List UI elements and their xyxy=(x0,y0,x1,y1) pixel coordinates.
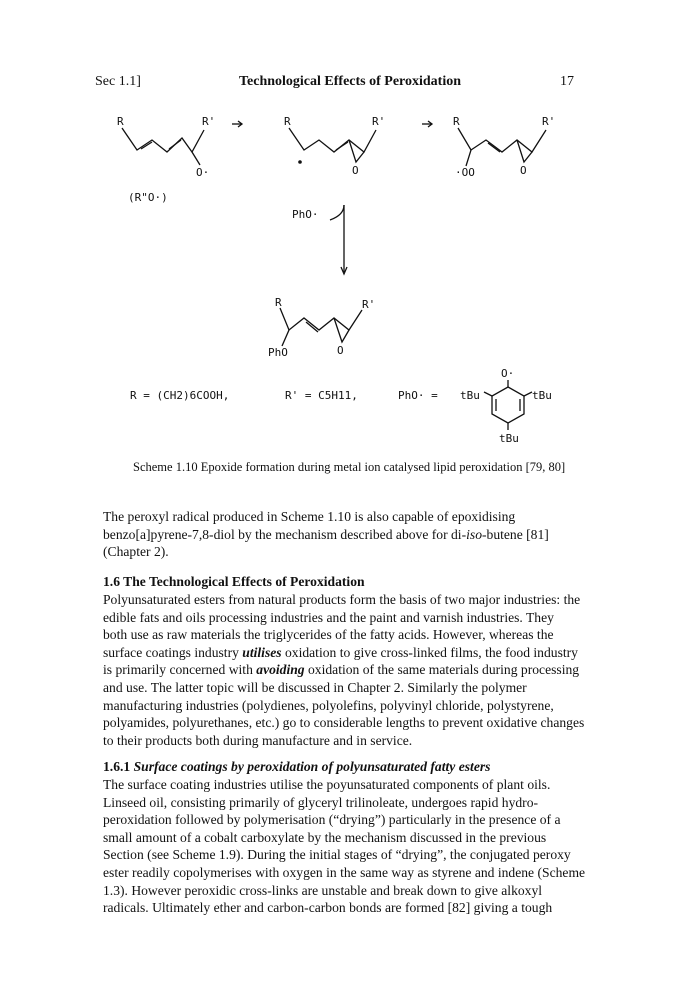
text-line: small amount of a cobalt carboxylate by the mechanism discussed in the previous xyxy=(103,829,547,845)
section-heading-1-6: 1.6 The Technological Effects of Peroxidation xyxy=(103,574,365,589)
text-line: Polyunsaturated esters from natural products form the basis of two major industries: the xyxy=(103,592,581,607)
rprime-label-1: R' xyxy=(202,115,216,128)
text-line: Section (see Scheme 1.9). During the initial stages of “drying”, the conjugated peroxy xyxy=(103,847,571,863)
text-line: 1.3). However peroxidic cross-links are unstable and break down to give alkoxyl xyxy=(103,882,543,898)
pho-radical-reagent: PhO· xyxy=(292,208,319,221)
r-label-3: R xyxy=(453,115,460,128)
reaction-arrow-2 xyxy=(422,121,432,127)
reaction-arrow-vertical xyxy=(330,205,347,274)
rprime-label-4: R' xyxy=(362,298,376,311)
rprime-label-3: R' xyxy=(542,115,556,128)
r-label-1: R xyxy=(117,115,124,128)
structure-epoxide-radical xyxy=(289,128,376,162)
phenoxyl-ring xyxy=(484,380,532,430)
text-line: is primarily concerned with avoiding oxidation of the same materials during processing xyxy=(103,662,580,678)
r-label-2: R xyxy=(284,115,291,128)
definition-r: R = (CH2)6COOH, xyxy=(130,389,230,402)
tbu-left: tBu xyxy=(460,389,480,402)
text-line: manufacturing industries (polydienes, polyolefins, polyvinyl chloride, polystyrene, xyxy=(103,697,554,713)
epoxide-o-label-3: O xyxy=(520,164,527,177)
paragraph-peroxyl-radical xyxy=(103,508,601,561)
structure-pho-epoxide xyxy=(280,308,362,346)
text-line: benzo[a]pyrene-7,8-diol by the mechanism described above for di-iso-butene [81] xyxy=(103,526,549,542)
rprime-label-2: R' xyxy=(372,115,386,128)
section-heading-1-6-1: 1.6.1 Surface coatings by peroxidation of polyunsaturated fatty esters xyxy=(103,759,491,774)
text-line: radicals. Ultimately ether and carbon-carbon bonds are formed [82] giving a tough xyxy=(103,900,553,916)
text-line: The surface coating industries utilise the poyunsaturated components of plant oils. xyxy=(103,777,551,792)
emphasis-utilises: utilises xyxy=(242,644,282,660)
paragraph-surface-coatings xyxy=(103,776,601,917)
epoxide-o-label-2: O xyxy=(352,164,359,177)
page-number: 17 xyxy=(560,74,574,89)
alkoxyl-o-label: O· xyxy=(196,166,210,179)
text-line: and use. The latter topic will be discussed in Chapter 2. Similarly the polymer xyxy=(103,679,527,695)
paragraph-technological-effects xyxy=(103,591,601,749)
tbu-bottom: tBu xyxy=(499,432,519,445)
definition-pho: PhO· = xyxy=(398,389,438,402)
pho-label: PhO xyxy=(268,346,288,359)
text-line: to their products both during manufacture and in service. xyxy=(103,732,413,748)
alkoxyl-note: (R"O·) xyxy=(128,191,168,204)
text-line: both use as raw materials the triglycerides of the fatty acids. However, whereas the xyxy=(103,627,554,643)
structure-peroxyl-epoxide xyxy=(458,128,546,166)
emphasis-avoiding: avoiding xyxy=(256,662,305,678)
text-line: The peroxyl radical produced in Scheme 1.10 is also capable of epoxidising xyxy=(103,509,516,524)
reaction-scheme-1-10 xyxy=(0,100,700,458)
running-header-section: Sec 1.1] xyxy=(95,74,141,89)
text-line: polyamides, polyurethanes, etc.) go to considerable lengths to prevent oxidative changes xyxy=(103,715,585,731)
peroxyl-label: ·OO xyxy=(455,166,475,179)
text-line: edible fats and oils processing industries and the paint and varnish industries. They xyxy=(103,609,554,625)
scheme-caption: Scheme 1.10 Epoxide formation during metal ion catalysed lipid peroxidation [79, 80] xyxy=(133,460,566,474)
text-line: peroxidation followed by polymerisation (“drying”) particularly in the presence of a xyxy=(103,812,561,828)
epoxide-o-label-4: O xyxy=(337,344,344,357)
running-header-title: Technological Effects of Peroxidation xyxy=(238,74,462,89)
structure-alkoxyl-radical xyxy=(122,128,204,165)
definition-rprime: R' = C5H11, xyxy=(285,389,358,402)
reaction-arrow-1 xyxy=(232,121,242,127)
radical-dot xyxy=(298,160,302,164)
r-label-4: R xyxy=(275,296,282,309)
tbu-right: tBu xyxy=(532,389,552,402)
text-line: Linseed oil, consisting primarily of glyceryl trilinoleate, undergoes rapid hydro- xyxy=(103,794,539,810)
text-line: ester readily copolymerises with oxygen in the same way as styrene and indene (Scheme xyxy=(103,864,586,880)
phenoxyl-o-label: O· xyxy=(501,367,515,380)
text-line: (Chapter 2). xyxy=(103,544,169,560)
text-line: surface coatings industry utilises oxidation to give cross-linked films, the food industry xyxy=(103,644,578,660)
